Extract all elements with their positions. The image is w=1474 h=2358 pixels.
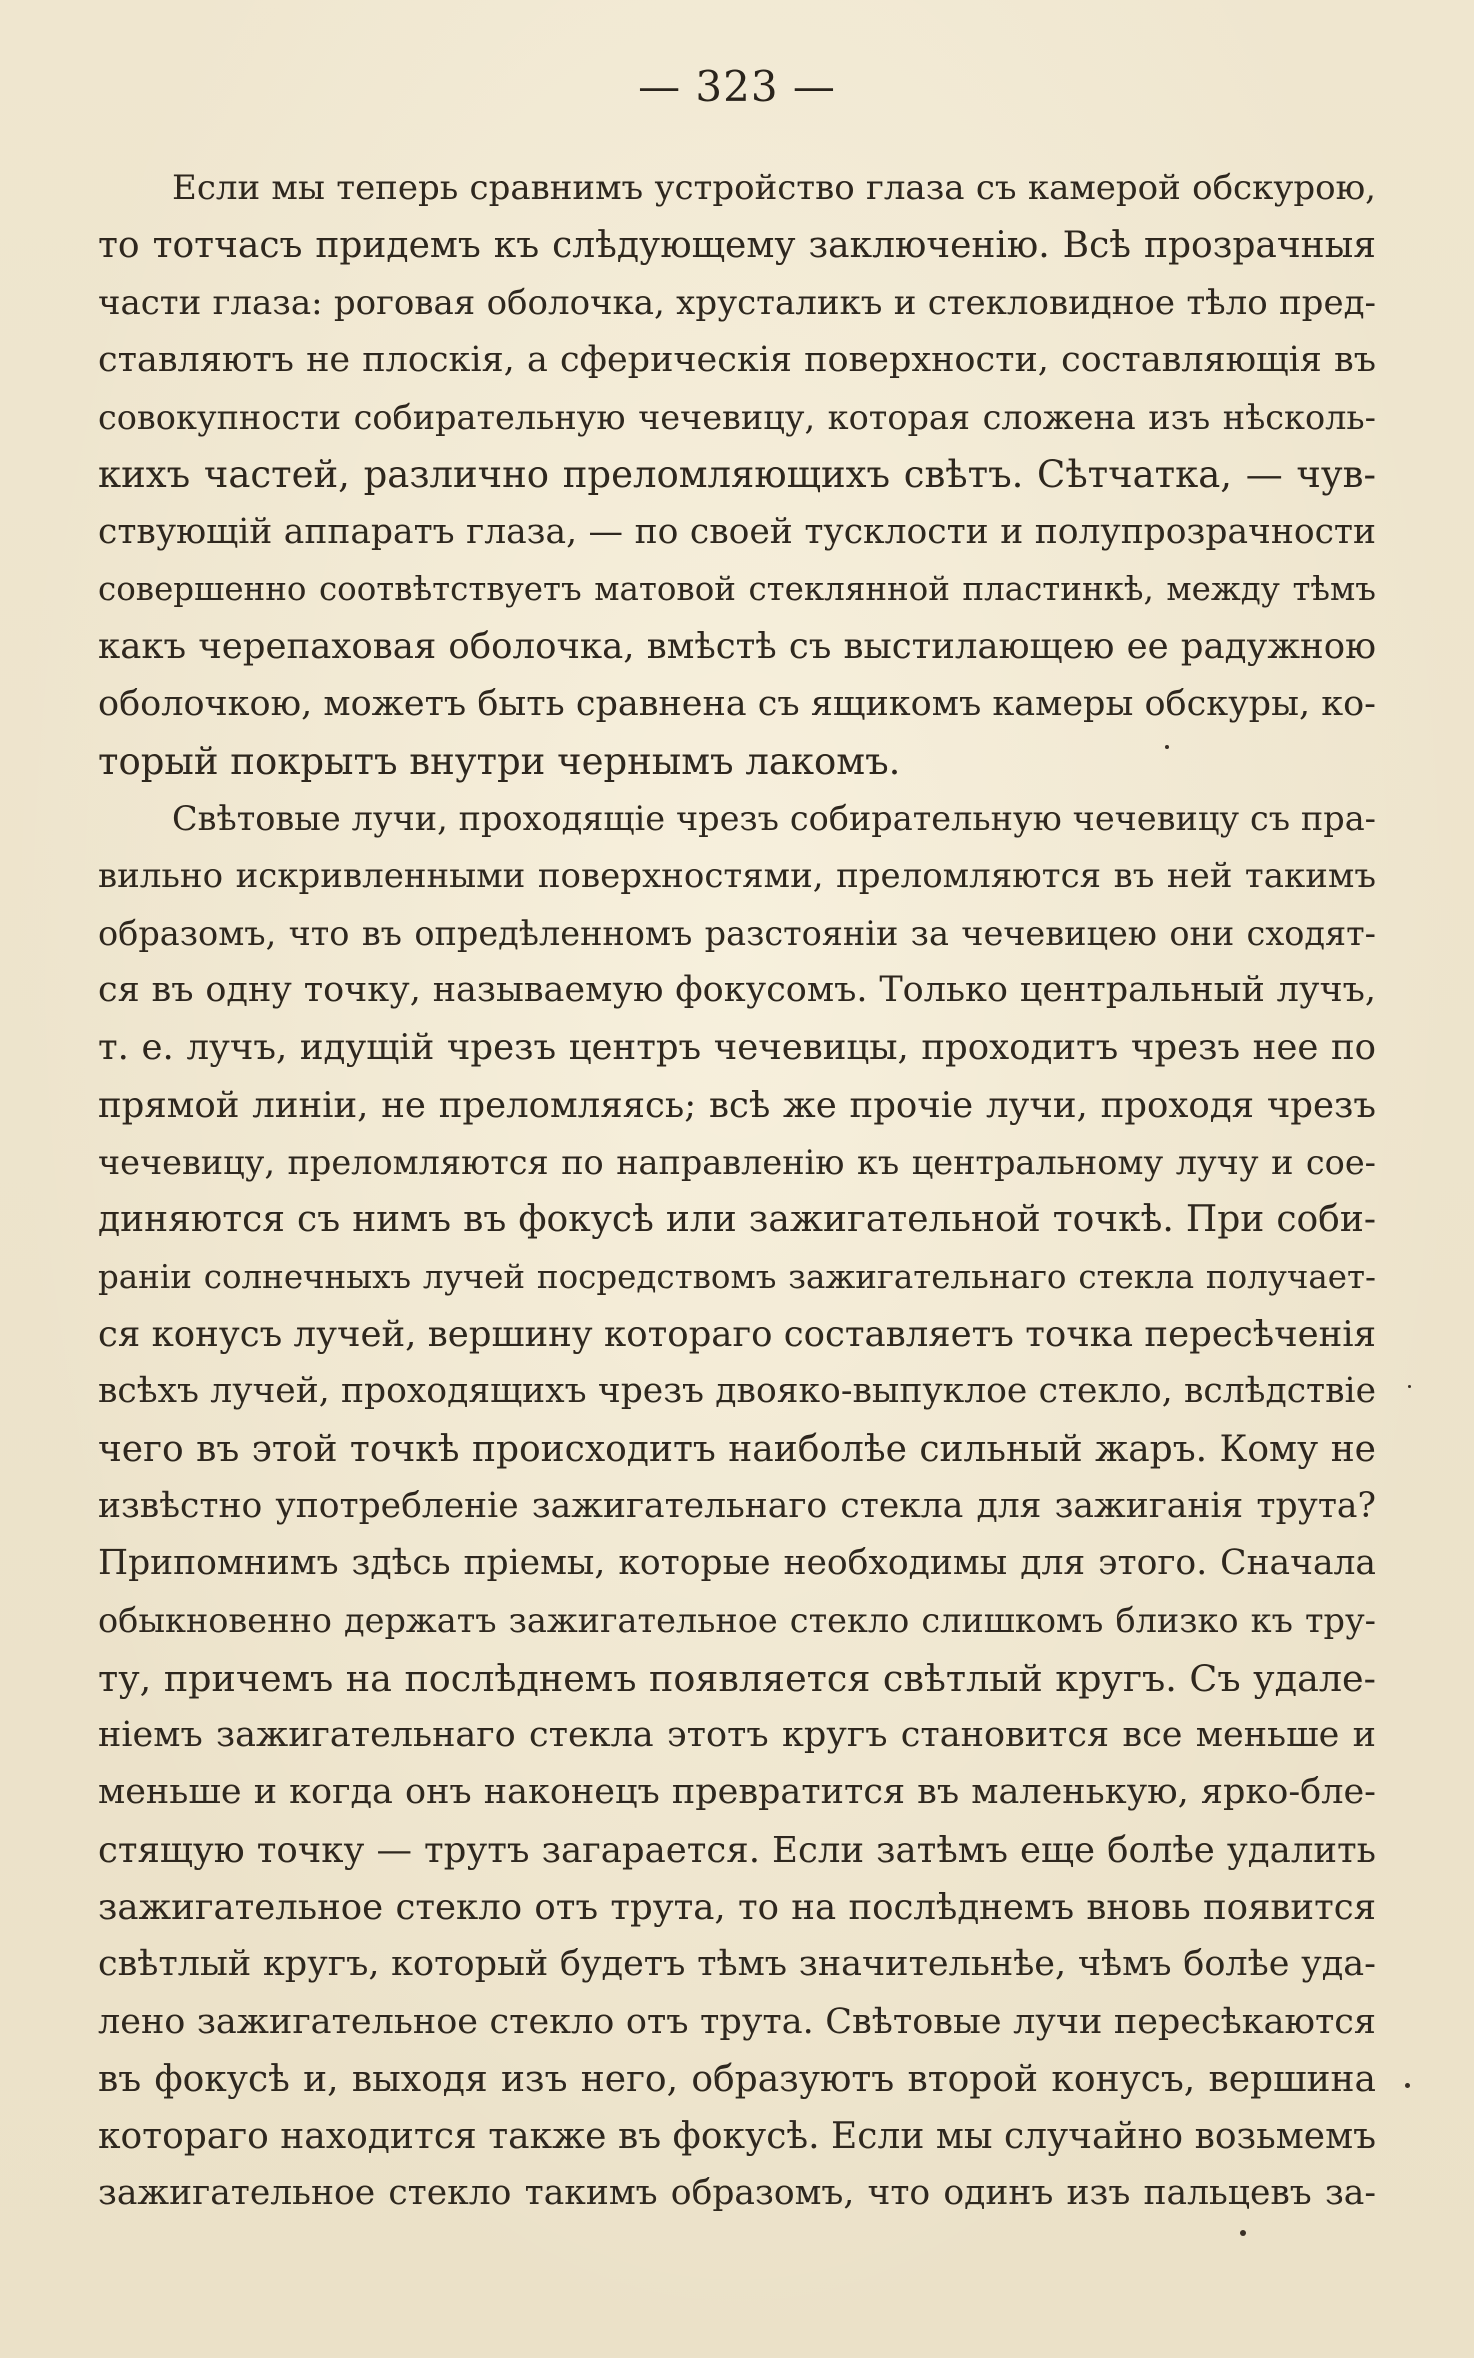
text-line: зажигательное стекло отъ трута, то на послѣднемъ вновь появится (98, 1886, 1376, 1928)
text-line: торый покрытъ внутри чернымъ лакомъ. (98, 739, 901, 783)
text-line: вильно искривленными поверхностями, преломляются въ ней такимъ (98, 855, 1376, 896)
text-line: части глаза: роговая оболочка, хрусталикъ и стекловидное тѣло пред- (98, 282, 1376, 323)
text-line: чего въ этой точкѣ происходитъ наиболѣе сильный жаръ. Кому не (98, 1428, 1376, 1470)
text-line: раніи солнечныхъ лучей посредствомъ зажигательнаго стекла получает- (98, 1257, 1376, 1296)
text-line: въ фокусѣ и, выходя изъ него, образуютъ второй конусъ, вершина (98, 2058, 1376, 2100)
text-line: какъ черепаховая оболочка, вмѣстѣ съ выстилающею ее радужною (98, 626, 1376, 668)
text-line: лено зажигательное стекло отъ трута. Свѣтовые лучи пересѣкаются (98, 2001, 1376, 2042)
text-line: Припомнимъ здѣсь пріемы, которые необходимы для этого. Сначала (98, 1543, 1376, 1584)
text-line: котораго находится также въ фокусѣ. Если мы случайно возьмемъ (98, 2116, 1376, 2158)
text-line: ствующій аппаратъ глаза, — по своей тусклости и полупрозрачности (98, 511, 1376, 552)
text-line: зажигательное стекло такимъ образомъ, что одинъ изъ пальцевъ за- (98, 2173, 1376, 2214)
text-line: прямой линіи, не преломляясь; всѣ же прочіе лучи, проходя чрезъ (98, 1084, 1376, 1126)
ink-speck (1408, 1385, 1411, 1388)
text-line: стящую точку — трутъ загарается. Если затѣмъ еще болѣе удалить (98, 1829, 1376, 1871)
text-line: т. е. лучъ, идущій чрезъ центръ чечевицы, проходитъ чрезъ нее по (98, 1027, 1376, 1069)
ink-speck (1405, 2083, 1410, 2088)
text-line: оболочкою, можетъ быть сравнена съ ящикомъ камеры обскуры, ко- (98, 683, 1376, 724)
page-body-text (98, 160, 1376, 2223)
text-line: ся конусъ лучей, вершину котораго составляетъ точка пересѣченія (98, 1313, 1376, 1355)
ink-speck (1240, 2230, 1246, 2236)
text-line: совокупности собирательную чечевицу, которая сложена изъ нѣсколь- (98, 398, 1376, 438)
text-line: чечевицу, преломляются по направленію къ центральному лучу и сое- (98, 1143, 1376, 1183)
text-line: извѣстно употребленіе зажигательнаго стекла для зажиганія трута? (98, 1485, 1376, 1526)
text-line: кихъ частей, различно преломляющихъ свѣтъ. Сѣтчатка, — чув- (98, 453, 1376, 497)
text-line: то тотчасъ придемъ къ слѣдующему заключенію. Всѣ прозрачныя (98, 225, 1376, 267)
text-line: Свѣтовые лучи, проходящіе чрезъ собирательную чечевицу съ пра- (172, 799, 1376, 839)
text-line: ся въ одну точку, называемую фокусомъ. Только центральный лучъ, (98, 970, 1376, 1011)
text-line: ніемъ зажигательнаго стекла этотъ кругъ становится все меньше и (98, 1715, 1376, 1756)
text-line: всѣхъ лучей, проходящихъ чрезъ двояко-выпуклое стекло, вслѣдствіе (98, 1371, 1376, 1412)
page-number: — 323 — (638, 62, 836, 111)
text-line: диняются съ нимъ въ фокусѣ или зажигательной точкѣ. При соби- (98, 1199, 1376, 1241)
text-line: обыкновенно держатъ зажигательное стекло слишкомъ близко къ тру- (98, 1601, 1376, 1641)
text-line: свѣтлый кругъ, который будетъ тѣмъ значительнѣе, чѣмъ болѣе уда- (98, 1944, 1376, 1985)
text-line: ту, причемъ на послѣднемъ появляется свѣтлый кругъ. Съ удале- (98, 1656, 1376, 1700)
text-line: образомъ, что въ опредѣленномъ разстояніи за чечевицею они сходят- (98, 913, 1376, 953)
text-line: Если мы теперь сравнимъ устройство глаза съ камерой обскурою, (172, 168, 1376, 208)
ink-speck (1165, 745, 1169, 749)
text-line: меньше и когда онъ наконецъ превратится въ маленькую, ярко-бле- (98, 1772, 1376, 1813)
text-line: ставляютъ не плоскія, а сферическія поверхности, составляющія въ (98, 339, 1376, 380)
text-line: совершенно соотвѣтствуетъ матовой стеклянной пластинкѣ, между тѣмъ (98, 570, 1376, 609)
